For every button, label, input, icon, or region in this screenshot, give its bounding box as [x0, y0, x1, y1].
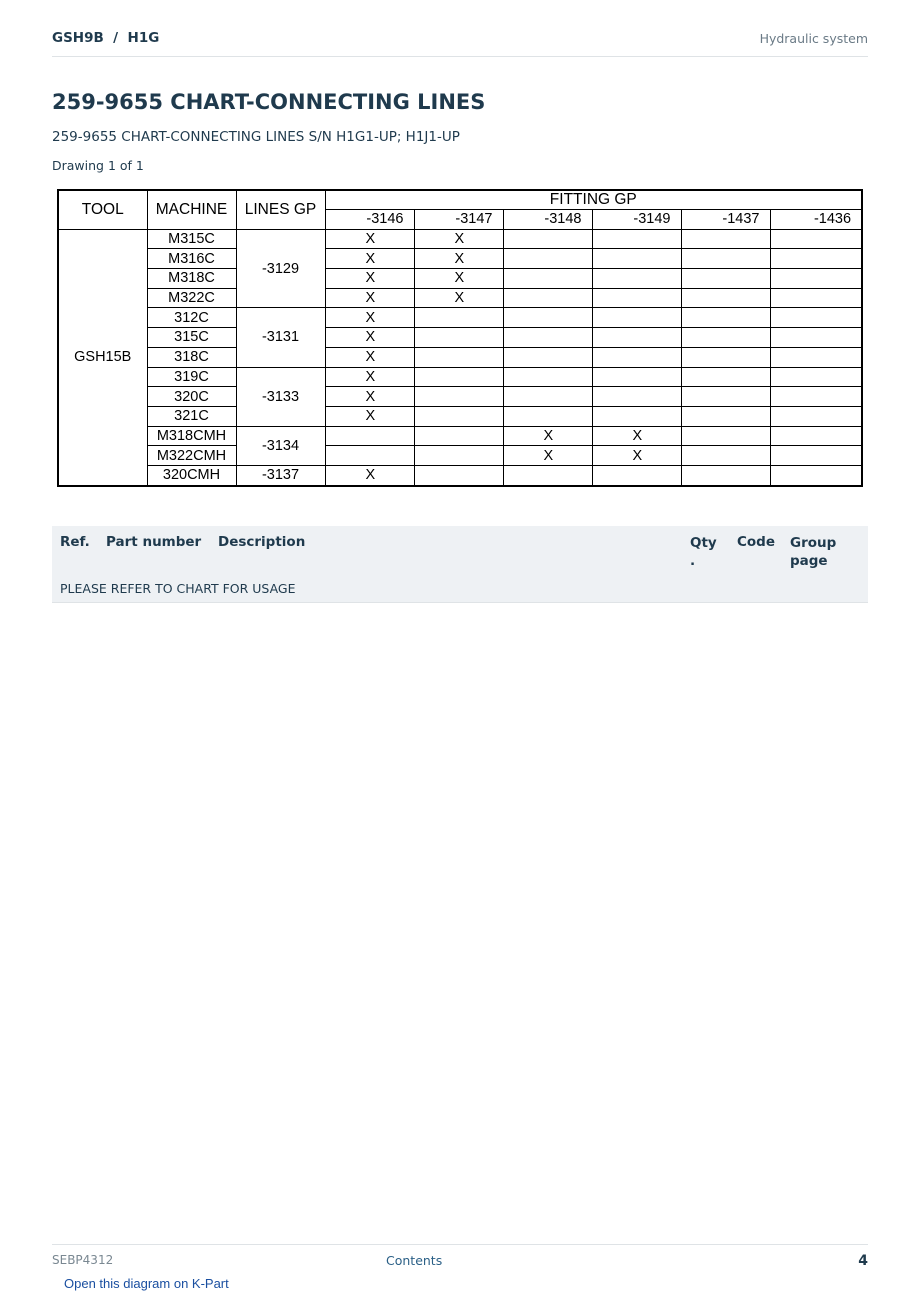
- fitting-mark-cell: [325, 446, 414, 466]
- code-column-header: Code: [737, 534, 776, 550]
- fitting-mark-cell: [770, 367, 862, 387]
- table-row: [58, 367, 862, 387]
- fitting-mark-cell: [503, 229, 592, 249]
- machine-cell: M322CMH: [147, 446, 236, 466]
- fitting-mark-cell: X: [325, 406, 414, 426]
- table-row: [58, 249, 862, 269]
- section-name: Hydraulic system: [759, 31, 868, 46]
- table-row: [58, 406, 862, 426]
- fitting-code-header: -3149: [592, 210, 681, 230]
- fitting-mark-cell: [592, 347, 681, 367]
- group-page-column-header: Group page: [790, 535, 837, 569]
- fitting-mark-cell: [592, 229, 681, 249]
- part-number-column-header: Part number: [106, 534, 202, 550]
- fitting-mark-cell: [592, 269, 681, 289]
- k-part-link[interactable]: Open this diagram on K-Part: [64, 1276, 229, 1291]
- fitting-mark-cell: X: [414, 229, 503, 249]
- fitting-mark-cell: [325, 426, 414, 446]
- fitting-code-header: -1436: [770, 210, 862, 230]
- machine-cell: M315C: [147, 229, 236, 249]
- fitting-mark-cell: [503, 465, 592, 485]
- fitting-mark-cell: [770, 328, 862, 348]
- fitting-mark-cell: X: [325, 249, 414, 269]
- fitting-mark-cell: [592, 406, 681, 426]
- fitting-mark-cell: [592, 249, 681, 269]
- fitting-mark-cell: [414, 387, 503, 407]
- table-row: [52, 576, 868, 603]
- contents-link[interactable]: Contents: [386, 1253, 443, 1268]
- machine-cell: M318C: [147, 269, 236, 289]
- fitting-mark-cell: X: [325, 269, 414, 289]
- table-row: [58, 446, 862, 466]
- fitting-mark-cell: [503, 347, 592, 367]
- fitting-mark-cell: X: [325, 328, 414, 348]
- fitting-mark-cell: [592, 367, 681, 387]
- machine-cell: 315C: [147, 328, 236, 348]
- fitting-mark-cell: X: [414, 249, 503, 269]
- fitting-mark-cell: [770, 347, 862, 367]
- fitting-mark-cell: [503, 328, 592, 348]
- parts-table: [52, 526, 868, 603]
- fitting-mark-cell: [503, 367, 592, 387]
- fitting-mark-cell: [414, 465, 503, 485]
- connecting-lines-chart: [57, 189, 863, 487]
- tool-cell: GSH15B: [58, 229, 147, 485]
- fitting-mark-cell: [681, 229, 770, 249]
- fitting-mark-cell: [592, 387, 681, 407]
- fitting-mark-cell: X: [592, 446, 681, 466]
- fitting-mark-cell: [770, 426, 862, 446]
- ref-column-header: Ref.: [60, 534, 90, 550]
- fitting-mark-cell: [414, 406, 503, 426]
- fitting-mark-cell: [770, 288, 862, 308]
- parts-table-header: [52, 526, 868, 576]
- page-footer: [52, 1244, 868, 1275]
- fitting-code-header: -1437: [681, 210, 770, 230]
- machine-cell: 321C: [147, 406, 236, 426]
- fitting-mark-cell: [503, 308, 592, 328]
- fitting-mark-cell: [592, 288, 681, 308]
- fitting-mark-cell: [681, 367, 770, 387]
- table-row: [58, 308, 862, 328]
- fitting-mark-cell: [770, 406, 862, 426]
- lines-gp-cell: -3133: [236, 367, 325, 426]
- fitting-mark-cell: [414, 328, 503, 348]
- table-row: [58, 288, 862, 308]
- page-title: 259-9655 CHART-CONNECTING LINES: [52, 90, 486, 114]
- fitting-mark-cell: X: [325, 465, 414, 485]
- fitting-mark-cell: X: [325, 229, 414, 249]
- table-row: [58, 328, 862, 348]
- description-column-header: Description: [218, 534, 306, 550]
- lines-gp-header: LINES GP: [236, 190, 325, 229]
- machine-cell: 320C: [147, 387, 236, 407]
- fitting-code-header: -3146: [325, 210, 414, 230]
- machine-cell: M318CMH: [147, 426, 236, 446]
- fitting-mark-cell: [770, 229, 862, 249]
- fitting-mark-cell: [414, 347, 503, 367]
- fitting-mark-cell: X: [325, 288, 414, 308]
- fitting-mark-cell: X: [325, 308, 414, 328]
- fitting-mark-cell: X: [325, 387, 414, 407]
- fitting-mark-cell: [414, 446, 503, 466]
- fitting-mark-cell: [503, 269, 592, 289]
- fitting-code-header: -3148: [503, 210, 592, 230]
- fitting-mark-cell: [681, 347, 770, 367]
- fitting-mark-cell: [681, 387, 770, 407]
- fitting-mark-cell: [503, 288, 592, 308]
- machine-header: MACHINE: [147, 190, 236, 229]
- lines-gp-cell: -3131: [236, 308, 325, 367]
- fitting-mark-cell: [681, 465, 770, 485]
- machine-cell: 312C: [147, 308, 236, 328]
- fitting-mark-cell: [681, 426, 770, 446]
- page-subtitle: 259-9655 CHART-CONNECTING LINES S/N H1G1-UP; H1J1-UP: [52, 129, 460, 145]
- fitting-mark-cell: [681, 288, 770, 308]
- lines-gp-cell: -3129: [236, 229, 325, 308]
- fitting-mark-cell: [592, 328, 681, 348]
- fitting-mark-cell: X: [503, 446, 592, 466]
- fitting-mark-cell: [681, 269, 770, 289]
- fitting-mark-cell: [681, 249, 770, 269]
- page-header: [52, 28, 868, 57]
- fitting-mark-cell: [770, 387, 862, 407]
- machine-cell: 320CMH: [147, 465, 236, 485]
- fitting-mark-cell: [770, 446, 862, 466]
- fitting-mark-cell: X: [592, 426, 681, 446]
- table-row: [58, 229, 862, 249]
- machine-cell: M322C: [147, 288, 236, 308]
- lines-gp-cell: -3134: [236, 426, 325, 465]
- fitting-mark-cell: [503, 249, 592, 269]
- usage-note: PLEASE REFER TO CHART FOR USAGE: [60, 581, 296, 596]
- fitting-mark-cell: [592, 465, 681, 485]
- fitting-mark-cell: X: [414, 288, 503, 308]
- fitting-mark-cell: [414, 308, 503, 328]
- fitting-mark-cell: [414, 367, 503, 387]
- qty-column-header: Qty .: [690, 535, 717, 569]
- tool-header: TOOL: [58, 190, 147, 229]
- fitting-mark-cell: [681, 328, 770, 348]
- fitting-mark-cell: [503, 406, 592, 426]
- fitting-mark-cell: [770, 465, 862, 485]
- page-number: 4: [858, 1253, 868, 1269]
- fitting-mark-cell: [503, 387, 592, 407]
- machine-cell: 319C: [147, 367, 236, 387]
- machine-cell: M316C: [147, 249, 236, 269]
- table-row: [58, 426, 862, 446]
- machine-cell: 318C: [147, 347, 236, 367]
- fitting-mark-cell: [681, 446, 770, 466]
- fitting-mark-cell: X: [325, 347, 414, 367]
- document-id: SEBP4312: [52, 1253, 114, 1267]
- fitting-mark-cell: [770, 308, 862, 328]
- table-row: [58, 269, 862, 289]
- fitting-mark-cell: X: [325, 367, 414, 387]
- fitting-mark-cell: [681, 308, 770, 328]
- fitting-code-header: -3147: [414, 210, 503, 230]
- fitting-mark-cell: X: [414, 269, 503, 289]
- model-breadcrumb: GSH9B / H1G: [52, 30, 160, 46]
- fitting-mark-cell: X: [503, 426, 592, 446]
- table-row: [58, 465, 862, 485]
- fitting-mark-cell: [592, 308, 681, 328]
- table-row: [58, 347, 862, 367]
- fitting-gp-header: FITTING GP: [325, 190, 862, 210]
- fitting-mark-cell: [770, 269, 862, 289]
- table-row: [58, 387, 862, 407]
- lines-gp-cell: -3137: [236, 465, 325, 485]
- drawing-count: Drawing 1 of 1: [52, 158, 144, 173]
- fitting-mark-cell: [770, 249, 862, 269]
- fitting-mark-cell: [414, 426, 503, 446]
- fitting-mark-cell: [681, 406, 770, 426]
